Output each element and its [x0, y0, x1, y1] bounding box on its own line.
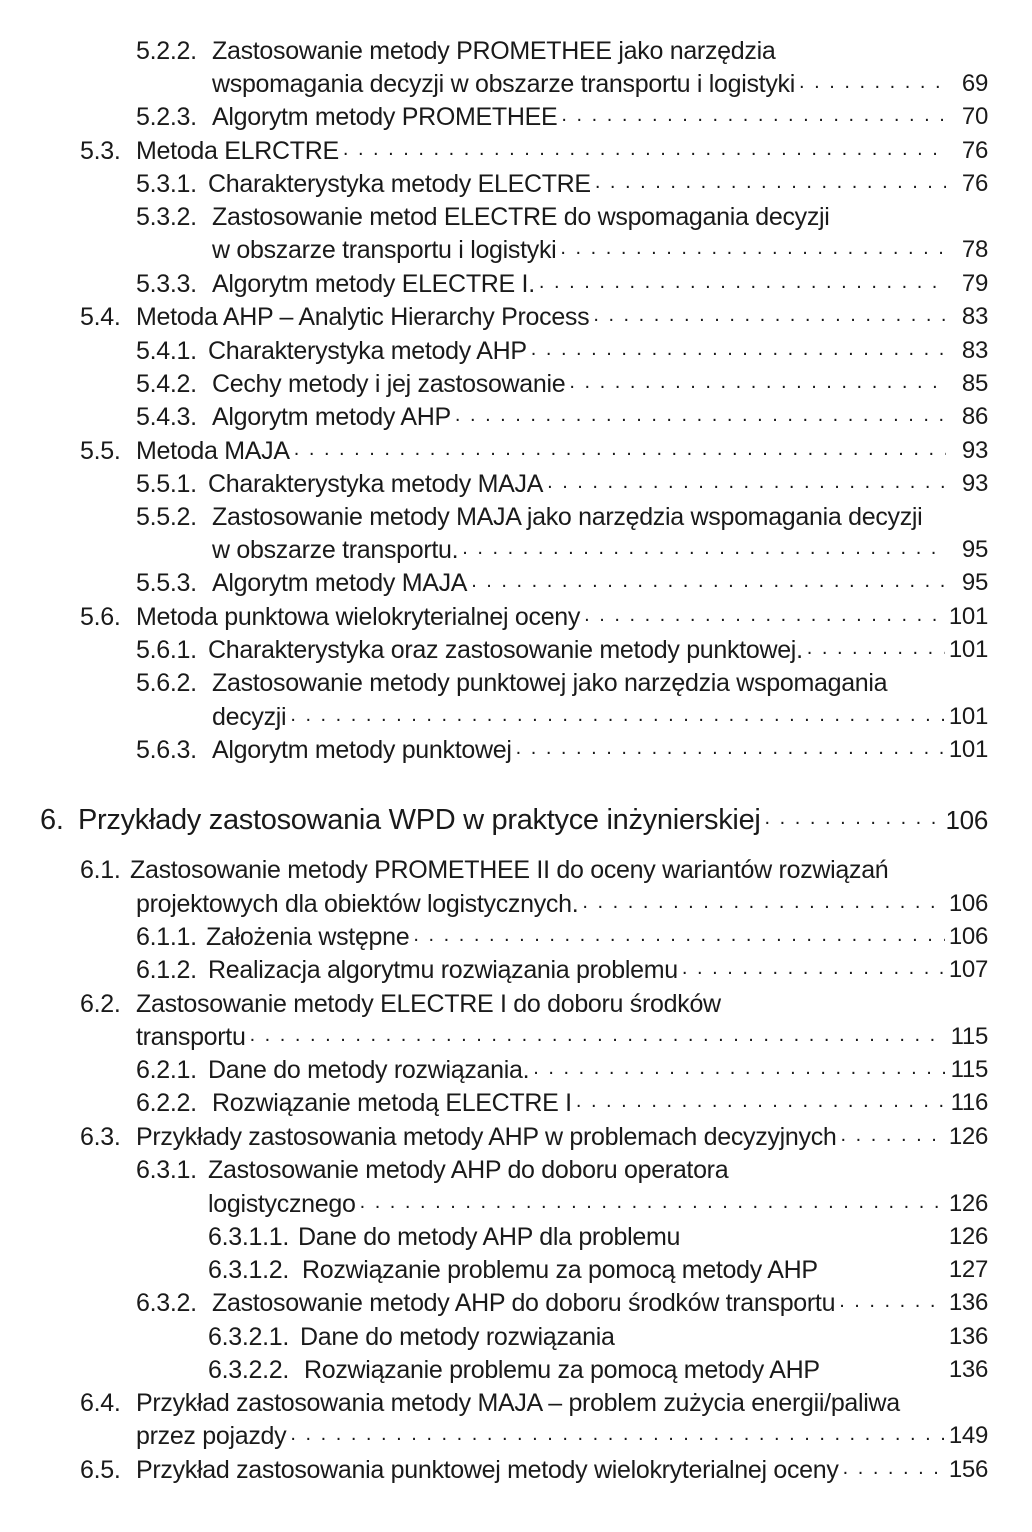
toc-entry-number: 5.5. — [80, 437, 121, 465]
toc-entry — [136, 1288, 988, 1318]
toc-entry-title: Charakterystyka metody MAJA — [208, 470, 544, 498]
toc-entry — [80, 1388, 988, 1418]
toc-entry-page: 69 — [961, 70, 988, 97]
toc-entry-page: 95 — [961, 536, 988, 563]
toc-entry-number: 6.1.2. — [136, 956, 197, 984]
toc-entry-page: 149 — [948, 1422, 988, 1449]
toc-entry-number: 6.3.1.2. — [208, 1256, 289, 1284]
toc-entry — [136, 668, 988, 698]
dot-leader — [839, 1288, 945, 1318]
toc-entry — [212, 535, 988, 565]
dot-leader — [595, 169, 946, 199]
toc-entry-page: 85 — [961, 370, 988, 397]
toc-entry — [136, 1022, 988, 1052]
dot-leader — [682, 955, 945, 985]
dot-leader — [560, 235, 946, 265]
toc-entry-page: 127 — [948, 1256, 988, 1283]
toc-entry-page: 101 — [948, 603, 988, 630]
toc-entry-number: 6.3.1. — [136, 1156, 197, 1184]
toc-entry — [80, 136, 988, 166]
dot-leader — [765, 808, 942, 838]
toc-entry-number: 6.2.2. — [136, 1089, 197, 1117]
toc-entry-number: 5.5.1. — [136, 470, 197, 498]
toc-entry-page: 76 — [961, 137, 988, 164]
dot-leader — [462, 535, 946, 565]
toc-entry-title: Założenia wstępne — [206, 923, 410, 951]
toc-entry — [136, 469, 988, 499]
toc-entry-number: 5.3.1. — [136, 170, 197, 198]
dot-leader — [290, 702, 945, 732]
toc-entry — [136, 269, 988, 299]
toc-entry — [212, 235, 988, 265]
toc-entry — [136, 889, 988, 919]
toc-entry-number: 5.6.1. — [136, 636, 197, 664]
toc-entry — [208, 1322, 988, 1352]
toc-entry-title: Rozwiązanie problemu za pomocą metody AHP — [304, 1356, 820, 1384]
toc-entry-number: 5.6.2. — [136, 669, 197, 697]
toc-entry — [136, 568, 988, 598]
toc-entry-title: Metoda ELRCTRE — [136, 137, 339, 165]
toc-entry — [136, 202, 988, 232]
toc-entry-title: Przykład zastosowania metody MAJA – problem zużycia energii/paliwa — [136, 1389, 900, 1417]
toc-entry — [136, 635, 988, 665]
toc-entry-title: Algorytm metody PROMETHEE — [212, 103, 558, 131]
toc-entry-page: 115 — [950, 1056, 988, 1083]
toc-entry — [208, 1355, 988, 1385]
toc-entry-page: 136 — [948, 1356, 988, 1383]
toc-entry-title: Algorytm metody ELECTRE I. — [212, 270, 535, 298]
toc-entry-number: 6.1.1. — [136, 923, 197, 951]
toc-entry-number: 6.3. — [80, 1123, 121, 1151]
toc-entry-title: wspomagania decyzji w obszarze transportu i logistyki — [212, 70, 795, 98]
toc-entry-number: 5.4.3. — [136, 403, 197, 431]
toc-entry — [136, 1155, 988, 1185]
dot-leader — [841, 1122, 945, 1152]
toc-entry-title: Charakterystyka metody ELECTRE — [208, 170, 591, 198]
toc-entry — [136, 1088, 988, 1118]
toc-entry-number: 6.2. — [80, 990, 121, 1018]
toc-entry-title: Zastosowanie metody MAJA jako narzędzia wspomagania decyzji — [212, 503, 923, 531]
toc-entry-title: Dane do metody rozwiązania — [300, 1323, 615, 1351]
toc-entry-number: 6.3.1.1. — [208, 1223, 289, 1251]
toc-entry-title: Dane do metody AHP dla problemu — [298, 1223, 681, 1251]
dot-leader — [576, 1088, 946, 1118]
toc-entry — [80, 602, 988, 632]
toc-entry-page: 101 — [948, 736, 988, 763]
toc-entry-title: Zastosowanie metody punktowej jako narzędzia wspomagania — [212, 669, 888, 697]
toc-entry-number: 6.4. — [80, 1389, 121, 1417]
toc-entry-title: decyzji — [212, 703, 287, 731]
dot-leader — [290, 1421, 944, 1451]
toc-entry — [212, 69, 988, 99]
toc-entry-number: 5.2.2. — [136, 37, 197, 65]
toc-entry-title: Metoda punktowa wielokryterialnej oceny — [136, 603, 581, 631]
toc-entry — [136, 922, 988, 952]
dot-leader — [569, 369, 946, 399]
toc-entry-page: 106 — [948, 890, 988, 917]
toc-entry-number: 6. — [40, 804, 64, 836]
toc-entry-number: 5.6.3. — [136, 736, 197, 764]
dot-leader — [455, 402, 946, 432]
toc-entry-title: Rozwiązanie problemu za pomocą metody AHP — [302, 1256, 818, 1284]
toc-entry-title: Realizacja algorytmu rozwiązania problemu — [208, 956, 678, 984]
dot-leader — [807, 635, 945, 665]
dot-leader — [516, 735, 945, 765]
toc-entry-page: 101 — [948, 636, 988, 663]
dot-leader — [531, 336, 946, 366]
toc-entry-page: 126 — [948, 1190, 988, 1217]
toc-entry-page: 101 — [948, 703, 988, 730]
toc-entry-number: 6.2.1. — [136, 1056, 197, 1084]
toc-entry-title: Charakterystyka metody AHP — [208, 337, 527, 365]
toc-entry-title: Przykłady zastosowania metody AHP w problemach decyzyjnych — [136, 1123, 837, 1151]
toc-entry-title: transportu — [136, 1023, 246, 1051]
toc-entry-page: 83 — [961, 337, 988, 364]
toc-entry-number: 6.5. — [80, 1456, 121, 1484]
dot-leader — [843, 1455, 945, 1485]
toc-entry-page: 156 — [948, 1456, 988, 1483]
dot-leader — [533, 1055, 946, 1085]
toc-entry-title: w obszarze transportu i logistyki — [212, 236, 557, 264]
toc-entry-page: 136 — [948, 1289, 988, 1316]
dot-leader — [471, 568, 946, 598]
toc-entry-page: 126 — [948, 1123, 988, 1150]
toc-entry-title: projektowych dla obiektów logistycznych. — [136, 890, 579, 918]
toc-entry-title: Zastosowanie metody ELECTRE I do doboru środków — [136, 990, 721, 1018]
toc-entry-page: 79 — [961, 270, 988, 297]
dot-leader — [582, 889, 944, 919]
toc-entry — [80, 855, 988, 885]
toc-entry-title: Zastosowanie metody AHP do doboru środków transportu — [212, 1289, 836, 1317]
toc-entry — [212, 702, 988, 732]
toc-entry-title: Algorytm metody MAJA — [212, 569, 468, 597]
toc-entry-title: Zastosowanie metod ELECTRE do wspomagania decyzji — [212, 203, 830, 231]
toc-entry — [136, 1055, 988, 1085]
toc-entry — [136, 402, 988, 432]
toc-entry-title: Przykłady zastosowania WPD w praktyce inżynierskiej — [78, 804, 761, 836]
toc-entry-page: 106 — [948, 923, 988, 950]
toc-entry-number: 5.4. — [80, 303, 121, 331]
toc-entry — [80, 1455, 988, 1485]
toc-entry-title: logistycznego — [208, 1190, 356, 1218]
toc-entry — [208, 1222, 988, 1252]
toc-entry-page: 86 — [961, 403, 988, 430]
toc-entry-page: 93 — [961, 437, 988, 464]
toc-entry-number: 6.3.2.1. — [208, 1323, 289, 1351]
toc-entry-number: 5.3. — [80, 137, 121, 165]
dot-leader — [539, 269, 946, 299]
toc-entry — [136, 735, 988, 765]
toc-entry-page: 107 — [948, 956, 988, 983]
toc-entry-number: 5.6. — [80, 603, 121, 631]
toc-entry — [136, 102, 988, 132]
toc-entry — [136, 36, 988, 66]
toc-entry-page: 115 — [950, 1023, 988, 1050]
toc-entry-page: 70 — [961, 103, 988, 130]
dot-leader — [360, 1189, 945, 1219]
dot-leader — [343, 136, 946, 166]
toc-entry — [80, 302, 988, 332]
toc-entry — [136, 955, 988, 985]
toc-entry-number: 5.3.2. — [136, 203, 197, 231]
toc-entry — [80, 1122, 988, 1152]
toc-entry-title: Zastosowanie metody AHP do doboru operatora — [208, 1156, 729, 1184]
toc-entry-page: 93 — [961, 470, 988, 497]
toc-entry-page: 95 — [961, 569, 988, 596]
toc-entry-number: 5.4.2. — [136, 370, 197, 398]
toc-entry-number: 6.3.2.2. — [208, 1356, 289, 1384]
dot-leader — [561, 102, 946, 132]
dot-leader — [413, 922, 944, 952]
toc-entry-title: Przykład zastosowania punktowej metody wielokryterialnej oceny — [136, 1456, 839, 1484]
toc-entry-page: 116 — [950, 1089, 988, 1116]
toc-entry — [136, 502, 988, 532]
toc-entry-number: 6.1. — [80, 856, 121, 884]
toc-entry-title: Dane do metody rozwiązania. — [208, 1056, 530, 1084]
toc-entry-number: 5.4.1. — [136, 337, 197, 365]
dot-leader — [547, 469, 946, 499]
toc-entry-title: Rozwiązanie metodą ELECTRE I — [212, 1089, 572, 1117]
toc-entry — [136, 169, 988, 199]
toc-entry-page: 106 — [945, 805, 988, 835]
toc-entry-page: 83 — [961, 303, 988, 330]
toc-entry-number: 5.5.2. — [136, 503, 197, 531]
dot-leader — [250, 1022, 946, 1052]
toc-entry-title: Zastosowanie metody PROMETHEE jako narzędzia — [212, 37, 776, 65]
toc-entry — [136, 1421, 988, 1451]
toc-entry — [208, 1189, 988, 1219]
toc-entry-page: 76 — [961, 170, 988, 197]
toc-entry-title: przez pojazdy — [136, 1422, 287, 1450]
toc-entry-title: Charakterystyka oraz zastosowanie metody punktowej. — [208, 636, 803, 664]
dot-leader — [294, 436, 946, 466]
toc-entry-title: Algorytm metody AHP — [212, 403, 451, 431]
toc-entry-number: 5.2.3. — [136, 103, 197, 131]
toc-entry-title: Metoda AHP – Analytic Hierarchy Process — [136, 303, 590, 331]
dot-leader — [584, 602, 945, 632]
dot-leader — [593, 302, 946, 332]
toc-entry-number: 5.3.3. — [136, 270, 197, 298]
toc-entry — [136, 369, 988, 399]
toc-entry-number: 5.5.3. — [136, 569, 197, 597]
toc-entry — [136, 336, 988, 366]
toc-entry-number: 6.3.2. — [136, 1289, 197, 1317]
toc-entry-page: 126 — [948, 1223, 988, 1250]
toc-entry — [80, 989, 988, 1019]
toc-entry-page: 136 — [948, 1323, 988, 1350]
dot-leader — [799, 69, 946, 99]
toc-entry-title: Metoda MAJA — [136, 437, 290, 465]
toc-entry — [80, 436, 988, 466]
toc-entry-title: Cechy metody i jej zastosowanie — [212, 370, 566, 398]
toc-entry-title: w obszarze transportu. — [212, 536, 459, 564]
toc-entry-page: 78 — [961, 236, 988, 263]
toc-entry — [40, 802, 988, 838]
toc-entry-title: Algorytm metody punktowej — [212, 736, 512, 764]
toc-entry — [208, 1255, 988, 1285]
toc-entry-title: Zastosowanie metody PROMETHEE II do oceny wariantów rozwiązań — [130, 856, 889, 884]
